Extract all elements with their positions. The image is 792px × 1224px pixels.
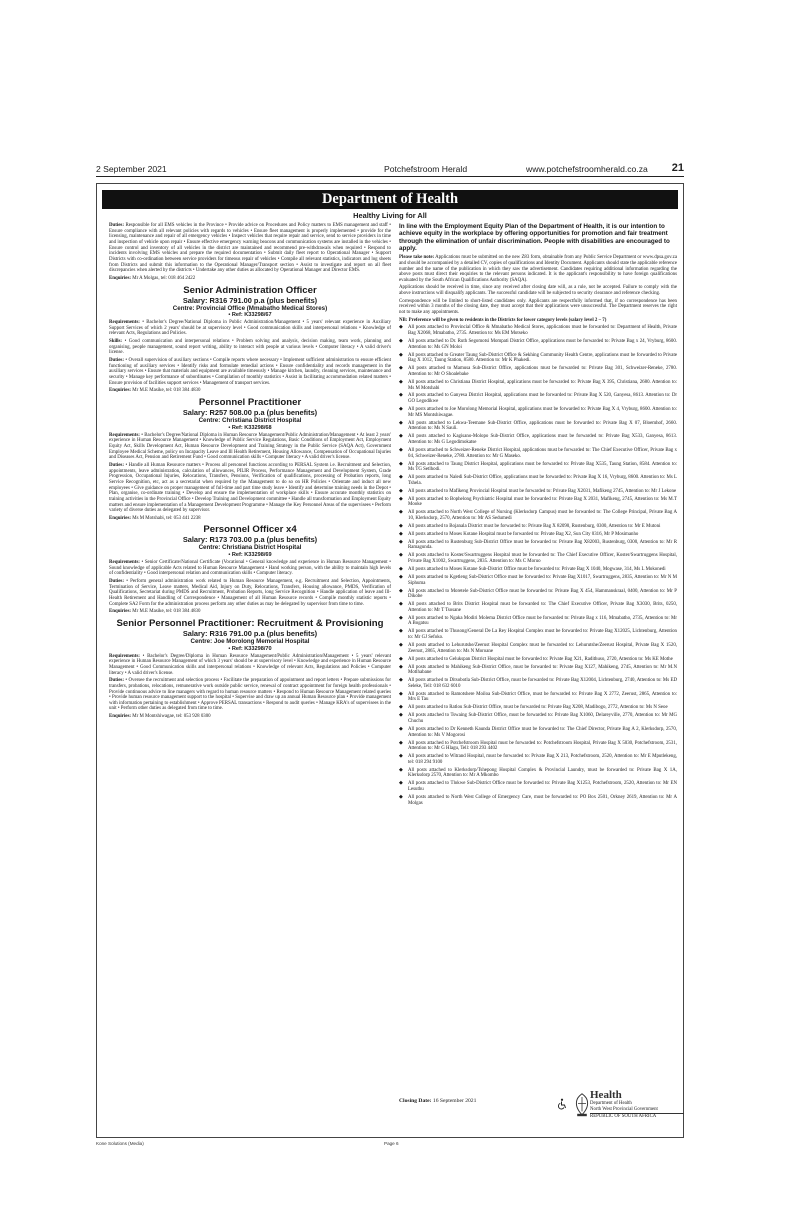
coat-of-arms-icon bbox=[574, 1092, 590, 1118]
post-address-item: ◆ All posts attached to Mafikeng Provincial Hospital must be forwarded to: Private Bag X2031, Mafikeng 2745, Attention to: Mr J Lekone bbox=[399, 489, 677, 495]
vacancy-heading bbox=[109, 285, 391, 320]
vacancy-requirements: Requirements: • Bachelor's Degree/Diploma in Human Resource Management/Public Administration/Management • 5 years' relevant experience in Human Resource Management of which 3 years' should be at supervisory level • Knowledge and experience in Human Resource Management • Good Communication skills and interpersonal relations • Knowledge of relevant Acts, Regulations and Policies • Computer literacy • A valid driver's license. bbox=[109, 653, 391, 676]
footer-page: Page 6 bbox=[384, 1141, 399, 1146]
vacancy-ref: • Ref: K33298/67 bbox=[228, 312, 272, 319]
vacancy-ref: • Ref: K33298/68 bbox=[228, 424, 272, 431]
running-header bbox=[96, 163, 684, 176]
intro-enquiries bbox=[109, 276, 391, 282]
enquiries-text: Mr A Molgas, tel: 018 464 2422 bbox=[132, 275, 196, 281]
post-address-item: ◆ All posts attached to Christiana District Hospital, applications must be forwarded to: Private Bag X 395, Christiana, 2680. Attention to: Ms M Motshabi bbox=[399, 380, 677, 391]
note-label: Please take note: bbox=[399, 255, 435, 261]
vacancy-enquiries: Enquiries: Mr M.E Masike, tel: 018 384 4830 bbox=[109, 388, 201, 394]
department-slogan: Healthy Living for All bbox=[353, 211, 427, 220]
post-address-item: ◆ All posts attached to Potchefstroom Hospital must be forwarded to: Potchefstroom Hospital, Private Bag X 5030, Potchefstroom, 2531, Attention to: Mr G Hlagu, Tell: 018 293 4402 bbox=[399, 741, 677, 752]
vacancy-title: Personnel Officer x4 bbox=[203, 524, 297, 536]
vacancy-salary: Salary: R173 703.00 p.a (plus benefits) bbox=[182, 535, 318, 545]
post-address-item: ◆ All posts attached to Mamusa Sub-District Office, applications must be forwarded to: Private Bag 301, Schweizer-Reneke, 2780. Attention to: Mr O Shoalebake bbox=[399, 366, 677, 377]
post-address-item: ◆ All posts attached to Mahikeng Sub-District Office, must be forwarded to: Private Bag X127, Mahikeng, 2745, Attention to: Mr M.N Motlhabane bbox=[399, 665, 677, 676]
post-address-item: ◆ All posts attached to Koster/Swartruggens Hospital must be forwarded to: The Chief Executive Officer, Koster/Swartruggens Hospital, Private Bag X1002, Swartruggens, 2835. Attention to: Ms C Moruo bbox=[399, 553, 677, 564]
footer-credit: Kone Solutions (Media) bbox=[96, 1141, 144, 1146]
duties-label: Duties: bbox=[109, 223, 124, 228]
vacancy-skills: Skills: • Good communication and interpersonal relations • Problem solving and analysis, decision making, team work, planning and organising, people management, sound report writing, ability to interact with people at various levels • Computer literacy • A valid driver's license. bbox=[109, 339, 391, 356]
vacancy-ref: • Ref: K33298/69 bbox=[228, 552, 272, 559]
website-link[interactable]: www.potchefstroomherald.co.za bbox=[526, 164, 648, 174]
header-rule bbox=[96, 176, 684, 177]
post-address-item: ◆ All posts attached to Naledi Sub-District Office, applications must be forwarded to: Private Bag X 16, Vryburg, 8600. Attention to: Ms L Tshela. bbox=[399, 475, 677, 486]
post-address-item: ◆ All posts attached to Brits District Hospital must be forwarded to: The Chief Executive Officer, Private Bag X3030, Brits, 0250, Attention to: Mr T Tsosane bbox=[399, 602, 677, 613]
wheelchair-icon bbox=[556, 1098, 568, 1110]
vacancy-title: Senior Personnel Practitioner: Recruitment & Provisioning bbox=[116, 617, 384, 629]
post-address-item: ◆ All posts attached to Klerksdorp/Tshepong Hospital Complex & Provincial Laundry, must be forwarded to: Private Bag X 1A, Klerksdorp 2570, Attention to: Mr A Mkombo bbox=[399, 768, 677, 779]
vacancy-centre: Centre: Christiana District Hospital bbox=[198, 544, 302, 552]
application-note bbox=[399, 255, 677, 283]
post-address-item: ◆ All posts attached to Bophelong Psychiatric Hospital must be forwarded to: Private Bag X 2031, Mafikeng, 2745, Attention to: Ms M.T Mooke bbox=[399, 497, 677, 508]
preference-note: NB: Preference will be given to residents in the Districts for lower category levels (salary level 2 – 7) bbox=[399, 317, 607, 323]
vacancy-enquiries: Enquiries: Mr M.E Masike, tel: 018 384 4830 bbox=[109, 609, 201, 615]
post-address-item: ◆ All posts attached to Thusong/General De La Rey Hospital Complex must be forwarded to: Private Bag X12025, Lichtenburg, Attention to: Mr GJ Sefoko. bbox=[399, 629, 677, 640]
closing-label: Closing Date: bbox=[399, 1098, 432, 1104]
dept-republic: REPUBLIC OF SOUTH AFRICA bbox=[590, 1113, 684, 1120]
vacancy-duties: Duties: • Perform general administration work related to Human Resource Management, e.g. Recruitment and Selection, Appointments, Termination of Service, Leave matters, Medical Aid, Injury on Duty, Relocations, Transfers, Housing allowance, PMDS, Verification of Qualifications, Secretariat during PMDS and Recruitment, Probation Reports, long Service Recognition • Handle application of leave and Ill-Health Retirement and Handling of Correspondence • Management of all Human Resource records • Compile monthly statistic reports • Complete SA2 Form for the administration process perform any other duties as may be delegated by supervisor from time to time. bbox=[109, 579, 391, 607]
vacancy-centre: Centre: Joe Morolong Memorial Hospital bbox=[190, 637, 310, 645]
vacancy-duties: Duties: • Handle all Human Resource matters • Process all personnel functions according to PERSAL System i.e. Recruitment and Selection, appointments, leave administration, calculation of allowances, PILIR Process, Performance Management and Development System, Grade Progression, Occupational Injuries, Relocations, Transfers, Pensions, Verification of qualifications, processing of Probation reports, long Service Recognition, etc, act as a secretariat when required by the Management to do so on HR Policies • Orientate and induct all new employees • Give guidance on proper management of full-time and part time study leave • Identify and determine training needs in the Depot • Plan, organise, co-ordinate training • Develop and ensure the implementation of workplace skills • Ensure accurate monthly statistics on training activities in the Provincial Office • Develop Training and Development committee • Handle all transformation and Employment Equity matters and ensure implementation of a Management Development Programme • Manage the Key Personnel Areas of the supervisees • Perform variety of diverse duties as delegated by supervisor. bbox=[109, 462, 392, 514]
post-address-item: ◆ All posts attached to Witrand Hospital, must be forwarded to: Private Bag X 213, Potchefstroom, 2520, Attention to: Mr E Mputlekeng, tel: 018 294 9100 bbox=[399, 754, 677, 765]
vacancy-enquiries: Enquiries: Mr M Montshiwagae, tel: 053 928 0300 bbox=[109, 714, 211, 720]
vacancy-title: Personnel Practitioner bbox=[198, 397, 302, 409]
vacancy-salary: Salary: R257 508.00 p.a (plus benefits) bbox=[182, 408, 318, 418]
posts-address-list bbox=[399, 325, 677, 806]
vacancy-centre: Centre: Christiana District Hospital bbox=[198, 417, 302, 425]
post-address-item: ◆ All posts attached to Bojanala District must be forwarded to: Private Bag X 82090, Rustenburg, 0300, Attention to: Mr E Mutoni bbox=[399, 524, 677, 530]
vacancy-heading bbox=[109, 524, 391, 559]
post-address-item: ◆ All posts attached to Tswaing Sub-District Office, must be forwarded to: Private Bag X1060, Delareyville, 2770, Attention to: Mr MG Chuchu bbox=[399, 713, 677, 724]
right-column bbox=[399, 223, 677, 809]
post-address-item: ◆ All posts attached to Kagisano-Molopo Sub-District Office, applications must be forwarded to: Private Bag X533, Ganyesa, 8613. Attention to: Ms G Legodimokatse bbox=[399, 434, 677, 445]
newspaper-name: Potchefstroom Herald bbox=[384, 164, 468, 174]
post-address-item: ◆ All posts attached to Ganyesa District Hospital, applications must be forwarded to: Private Bag X 520, Ganyesa, 8613. Attention to: Dr GO Legodikwe bbox=[399, 393, 677, 404]
vacancy-heading bbox=[109, 397, 391, 432]
post-address-item: ◆ All posts attached to Kgetleng Sub-District Office must be forwarded to: Private Bag X1017, Swartruggens, 2835, Attention to: Mr N M Siphuma bbox=[399, 575, 677, 586]
post-address-item: ◆ All posts attached to Moretele Sub-District Office must be forwarded to: Private Bag X 454, Hammanskraal, 0400, Attention to: Mr P Dikobe bbox=[399, 589, 677, 600]
vacancy-title: Senior Administration Officer bbox=[183, 284, 317, 296]
post-address-item: ◆ All posts attached to Rustenburg Sub-District Office must be forwarded to: Private Bag X82003, Rustenburg, 0300, Attention to: Mr R Ramagunda. bbox=[399, 540, 677, 551]
post-address-item: ◆ All posts attached to Ramotshere Moiloa Sub-District Office, must be forwarded to: Private Bag X 2772, Zeerust, 2865, Attention to: Mrs E Tau bbox=[399, 692, 677, 703]
closing-date bbox=[399, 1098, 476, 1104]
dept-line-1: Department of Health bbox=[590, 1101, 632, 1106]
correspondence-text: Correspondence will be limited to short-listed candidates only. Applicants are respectfully informed that, if no correspondence has been received within 3 months of the closing date, they must accept that their applications were unsuccessful. The Department reserves the right not to make any appointments. bbox=[399, 298, 677, 316]
vacancy-enquiries: Enquiries: Ms M Motshabi, tel: 053 441 2238 bbox=[109, 515, 201, 521]
post-address-item: ◆ All posts attached to Lehurutshe/Zeerust Hospital Complex must be forwarded to: Lehurutshe/Zeerust Hospital, Private Bag X 1520, Zeerust, 2865, Attention to: Ms N Moroane bbox=[399, 643, 677, 654]
department-signature bbox=[590, 1089, 684, 1120]
post-address-item: ◆ All posts attached to Schweizer-Reneke District Hospital, applications must be forwarded to: The Chief Executive Officer, Private Bag x 04, Schweizer-Reneke, 2780. Attention to: Mr G Maseko. bbox=[399, 448, 677, 459]
vacancy-requirements: Requirements: • Senior Certificate/National Certificate (Vocational • General knowledge and experience in Human Resource Management • Sound knowledge of applicable Acts related to Human Resource Management • Hand working person, with the ability to maintain high levels of confidentiality • Good interpersonal relation and communication skills • Computer literacy. bbox=[109, 560, 391, 577]
post-address-item: ◆ All posts attached to North West College of Nursing (Klerksdorp Campus) must be forwarded to: The College Principal, Private Bag A 10, Klerksdorp, 2570, Attention to: Mr AS Sedumedi bbox=[399, 510, 677, 521]
post-address-item: ◆ All posts attached to Joe Morolong Memorial Hospital, applications must be forwarded to: Private Bag X 4, Vryburg, 8600. Attention to: Mr MS Montshiwagae. bbox=[399, 407, 677, 418]
duties-text: Responsible for all EMS vehicles in the Province • Provide advice on Procedures and Policy matters to EMS management and staff • Ensure compliance with all relevant policies with regards to vehicles • Ensure fleet management is properly implemented • provide for the licensing, maintenance and repair of all emergency vehicles • Inspect vehicles that require repair and service, send to service providers in time and inspection of vehicle upon repair • Ensure effective emergency warning beacons and communication systems are installed in the vehicles • Ensure control and inventory of all vehicles in the district are maintained and recommend pre-withdrawals when required • Respond to incidents involving EMS vehicles and prepare the required documentation • Submit daily fleet report to Operational Manager • Support Districts with co-ordination between service providers for timeous repair of vehicles • Compile all relevant statistics, indicators and log sheets from Districts and submit this information to the Operational Manager/Transport section • Assist to investigate and report on all fleet discrepancies when alerted by the districts • Undertake any other duties as allocated by Operational Manager and Director EMS. bbox=[109, 223, 391, 274]
closing-value: 16 September 2021 bbox=[432, 1098, 477, 1104]
post-address-item: ◆ All posts attached to Moses Kotane Sub-District Office must be forwarded to: Private Bag X 1040, Mogwase, 314, Ms L Mokonedi bbox=[399, 567, 677, 573]
vacancy-salary: Salary: R316 791.00 p.a (plus benefits) bbox=[182, 295, 318, 305]
vacancy-requirements: Requirements: • Bachelor's Degree/National Diploma in Human Resource Management/Public Administration/Management • At least 2 years' experience in Human Resource Management • Knowledge of Public Service Regulations, Basic Conditions of Employment Act, Employment Equity Act, Skills Development Act, Human Resource Development and Training Strategy in the Public Service (SAQA Act), Government Employee Medical Scheme, policy on Incapacity Leave and Ill Health Retirement, Housing Allowance, Compensation of Occupational Injuries and Diseases Act, Pension and Retirement Fund • Good communication skills • Computer literacy • A valid driver's license. bbox=[109, 432, 391, 461]
post-address-item: ◆ All posts attached to Lekwa-Teemane Sub-District Office, applications must be forwarded to: Private Bag X 07, Bloemhof, 2660. Attention to: Ms N Sauli. bbox=[399, 421, 677, 432]
issue-date: 2 September 2021 bbox=[96, 164, 167, 174]
department-banner: Department of Health bbox=[102, 190, 678, 209]
vacancy-centre: Centre: Provincial Office (Mmabatho Medical Stores) bbox=[172, 304, 328, 312]
vacancy-requirements: Requirements: • Bachelor's Degree/National Diploma in Public Administration/Management • 5 years' relevant experience in Auxiliary Support Services of which 2 years' should be at supervisory level • Good communication skills and interpersonal relations • Knowledge of relevant Acts, Regulations and Policies. bbox=[109, 320, 391, 337]
late-applications-text: Applications should be received in time, since any received after closing date will, as a rule, not be accepted. Failure to comply with the above instructions will disqualify applicants. The successful candidate will be subjected to security clearance and reference checking. bbox=[399, 285, 677, 297]
post-address-item: ◆ All posts attached to Ratlou Sub-District Office, must be forwarded to: Private Bag X208, Madibogo, 2772, Attention to: Ms N Seoe bbox=[399, 705, 677, 711]
post-address-item: ◆ All posts attached to North West College of Emergency Care, must be forwarded to: PO Box 2501, Orkney 2619, Attention to: Mr A Molgas bbox=[399, 795, 677, 806]
vacancy-heading bbox=[109, 618, 391, 653]
post-address-item: ◆ All posts attached to Ngaka Modiri Molema District Office must be forwarded to: Private Bag x 116, Mmabatho, 2735, Attention to: Mr A Bogatsu bbox=[399, 616, 677, 627]
page-number: 21 bbox=[671, 162, 684, 174]
dept-heading: Health bbox=[590, 1089, 622, 1101]
dept-line-2: North West Provincial Government bbox=[590, 1106, 658, 1112]
equity-statement: In line with the Employment Equity Plan of the Department of Health, it is our intention to achieve equity in the workplace by offering opportunities for promotion and fair treatment through the elimination of unfair discrimination. People with disabilities are encouraged to apply. bbox=[399, 223, 670, 252]
vacancy-salary: Salary: R316 791.00 p.a (plus benefits) bbox=[182, 628, 318, 638]
intro-duties bbox=[109, 223, 391, 274]
post-address-item: ◆ All posts attached to Tlokwe Sub-District Office must be forwarded to: Private Bag X1253, Potchefstroom, 2520, Attention to: Mr EN Lesuthu bbox=[399, 781, 677, 792]
post-address-item: ◆ All posts attached to Provincial Office & Mmabatho Medical Stores, applications must be forwarded to: Department of Health, Private Bag X2068, Mmabatho, 2735. Attention to: Ms EM Motseko bbox=[399, 325, 677, 336]
post-address-item: ◆ All posts attached to Ditsobotla Sub-District Office, must be forwarded to: Private Bag X12004, Lichtenburg, 2740, Attention to: Ms ED Seleke, Tell: 018 632 6010 bbox=[399, 678, 677, 689]
post-address-item: ◆ All posts attached to Greater Taung Sub-District Office & Sekhing Community Health Centre, applications must be forwarded to Private Bag X 1012, Taung Station, 8580. Attention to: Mr K Phakedi. bbox=[399, 353, 677, 364]
post-address-item: ◆ All posts attached to Moses Kotane Hospital must be forwarded to: Private Bag X2, Sun City 0316, Mr P Mosimanho bbox=[399, 532, 677, 538]
vacancy-ref: • Ref: K33298/70 bbox=[228, 645, 272, 652]
left-column bbox=[109, 223, 391, 722]
post-address-item: ◆ All posts attached to Gelukspan District Hospital must be forwarded to: Private Bag X21, Radithuso, 2720, Attention to: Ms KE Mothe bbox=[399, 657, 677, 663]
post-address-item: ◆ All posts attached to Dr. Ruth Segomotsi Mompati District Office, applications must be forwarded to: Private Bag x 24, Vryburg, 8600. Attention to: Ms GN Moloi bbox=[399, 339, 677, 350]
vacancy-duties: Duties: • Oversee the recruitment and selection process • Facilitate the preparation of appointment and report letters • Prepare submissions for transfers, probations, relocations, remunerative work outside public service, renewal of contract appointment for foreign health professionals • Provide continuous advice to line managers with regard to human resource matters • Respond to Human Resource Management related queries • Provide human resource management support to the hospital • Supervise and draw up an annual Human Resource plan • Provide management with information pertaining to establishment • Approve PERSAL transactions • Respond to audit queries • Manage KRA's of supervisees in the unit • Perform other duties as delegated from time to time. bbox=[109, 678, 391, 712]
vacancy-duties: Duties: • Overall supervision of auxiliary sections • Compile reports where necessary • Implement sufficient administration to ensure efficient functioning of auxiliary services • Identify risks and formulate remedial actions • Ensure confidentiality and records management in the auxiliary services • Ensure that materials and equipment are available timeously • Manage kitchen, laundry, cleaning services, maintenance and security • Manage key performance of subordinates • Compilation of monthly statistics • Assist in facilitating accommodation related matters • Ensure provision of facilities support services • Management of transport services. bbox=[109, 358, 391, 386]
enquiries-label: Enquiries: bbox=[109, 275, 132, 281]
post-address-item: ◆ All posts attached to Taung District Hospital, applications must be forwarded to: Private Bag X535, Taung Station, 8584. Attention to: Ms TG Setlhodi. bbox=[399, 462, 677, 473]
post-address-item: ◆ All posts attached to Dr Kenneth Kaunda District Office must be forwarded to: The Chief Director, Private Bag A 2, Klerksdorp, 2570, Attention to: Ms V Mogorosi bbox=[399, 727, 677, 738]
note-text: Applications must be submitted on the new Z83 form, obtainable from any Public Service Department or www.dpsa.gov.za and should be accompanied by a detailed CV, copies of qualifications and Identity Document. Applicants should state the applicable reference number and the name of the publication in which they saw the advertisement. Candidates requiring additional information regarding the above posts must direct their enquiries to the relevant persons indicated. It is the applicant's responsibility to have foreign qualifications evaluated by the South African Qualifications Authority (SAQA). bbox=[399, 255, 678, 283]
